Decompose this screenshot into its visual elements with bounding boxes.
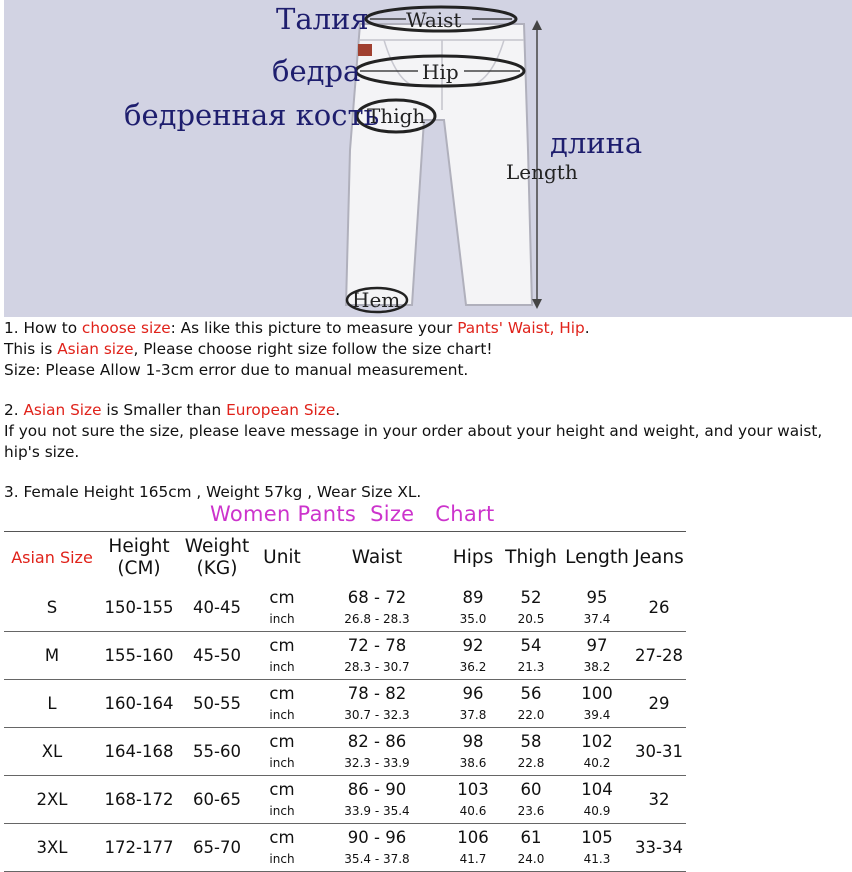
cell-height: 150-155: [100, 584, 178, 632]
cell-jeans: 30-31: [632, 728, 686, 776]
cell-jeans: 26: [632, 584, 686, 632]
header-thigh: Thigh: [505, 547, 557, 568]
cell-thigh: 56 22.0: [500, 680, 562, 728]
cell-size: 3XL: [4, 824, 100, 872]
cell-length: 95 37.4: [562, 584, 632, 632]
measurement-illustration: [4, 0, 852, 317]
chart-title: Women Pants Size Chart: [210, 502, 495, 526]
cell-length: 102 40.2: [562, 728, 632, 776]
table-row: [4, 584, 686, 632]
cell-length: 97 38.2: [562, 632, 632, 680]
header-length: Length: [565, 547, 629, 568]
cell-waist: 90 - 96 35.4 - 37.8: [308, 824, 446, 872]
cell-size: XL: [4, 728, 100, 776]
cell-weight: 50-55: [178, 680, 256, 728]
cell-height: 168-172: [100, 776, 178, 824]
pants-diagram: [4, 0, 852, 317]
cell-size: M: [4, 632, 100, 680]
cell-waist: 82 - 86 32.3 - 33.9: [308, 728, 446, 776]
size-chart-table: [4, 532, 686, 872]
note-line-1: 1. How to choose size: As like this picture to measure your Pants' Waist, Hip.: [4, 319, 590, 337]
cell-height: 172-177: [100, 824, 178, 872]
en-waist-label: Waist: [406, 8, 462, 32]
cell-unit: cm inch: [256, 680, 308, 728]
cell-weight: 65-70: [178, 824, 256, 872]
cell-thigh: 54 21.3: [500, 632, 562, 680]
note-line-4: 2. Asian Size is Smaller than European Size.: [4, 401, 341, 419]
cell-weight: 55-60: [178, 728, 256, 776]
ru-length-label: длина: [550, 126, 643, 160]
cell-jeans: 33-34: [632, 824, 686, 872]
table-row: [4, 632, 686, 680]
cell-weight: 40-45: [178, 584, 256, 632]
cell-hips: 106 41.7: [446, 824, 500, 872]
header-waist: Waist: [351, 547, 403, 568]
size-notes: [4, 318, 848, 503]
cell-height: 160-164: [100, 680, 178, 728]
header-jeans: Jeans: [634, 547, 684, 568]
cell-length: 105 41.3: [562, 824, 632, 872]
cell-height: 164-168: [100, 728, 178, 776]
cell-jeans: 27-28: [632, 632, 686, 680]
note-line-6: 3. Female Height 165cm , Weight 57kg , Wear Size XL.: [4, 483, 422, 501]
table-row: [4, 776, 686, 824]
cell-unit: cm inch: [256, 632, 308, 680]
table-row: [4, 680, 686, 728]
cell-hips: 89 35.0: [446, 584, 500, 632]
cell-thigh: 58 22.8: [500, 728, 562, 776]
cell-height: 155-160: [100, 632, 178, 680]
cell-waist: 86 - 90 33.9 - 35.4: [308, 776, 446, 824]
note-line-3: Size: Please Allow 1-3cm error due to manual measurement.: [4, 361, 469, 379]
note-line-5: If you not sure the size, please leave message in your order about your height and weight, and your waist, hip's size.: [4, 422, 823, 461]
header-height: Height (CM): [108, 536, 170, 579]
en-hip-label: Hip: [422, 60, 459, 84]
cell-unit: cm inch: [256, 776, 308, 824]
cell-weight: 45-50: [178, 632, 256, 680]
cell-size: L: [4, 680, 100, 728]
cell-thigh: 61 24.0: [500, 824, 562, 872]
en-length-label: Length: [506, 160, 578, 184]
ru-hip-label: бедра: [272, 54, 361, 88]
cell-unit: cm inch: [256, 728, 308, 776]
table-row: [4, 728, 686, 776]
cell-hips: 103 40.6: [446, 776, 500, 824]
cell-length: 104 40.9: [562, 776, 632, 824]
cell-size: 2XL: [4, 776, 100, 824]
ru-waist-label: Талия: [276, 2, 369, 36]
table-header-row: [4, 532, 686, 584]
ru-thigh-label: бедренная кость: [124, 98, 380, 132]
cell-size: S: [4, 584, 100, 632]
cell-hips: 92 36.2: [446, 632, 500, 680]
cell-thigh: 52 20.5: [500, 584, 562, 632]
cell-hips: 96 37.8: [446, 680, 500, 728]
cell-waist: 78 - 82 30.7 - 32.3: [308, 680, 446, 728]
cell-jeans: 32: [632, 776, 686, 824]
header-hips: Hips: [452, 547, 494, 568]
cell-waist: 68 - 72 26.8 - 28.3: [308, 584, 446, 632]
note-line-2: This is Asian size, Please choose right size follow the size chart!: [4, 340, 493, 358]
cell-jeans: 29: [632, 680, 686, 728]
en-hem-label: Hem: [352, 288, 401, 312]
cell-weight: 60-65: [178, 776, 256, 824]
cell-thigh: 60 23.6: [500, 776, 562, 824]
cell-length: 100 39.4: [562, 680, 632, 728]
header-unit: Unit: [263, 547, 301, 568]
header-asian-size: Asian Size: [11, 548, 93, 567]
cell-hips: 98 38.6: [446, 728, 500, 776]
cell-unit: cm inch: [256, 584, 308, 632]
header-weight: Weight (KG): [184, 536, 250, 579]
en-thigh-label: Thigh: [367, 104, 426, 128]
cell-unit: cm inch: [256, 824, 308, 872]
cell-waist: 72 - 78 28.3 - 30.7: [308, 632, 446, 680]
table-row: [4, 824, 686, 872]
